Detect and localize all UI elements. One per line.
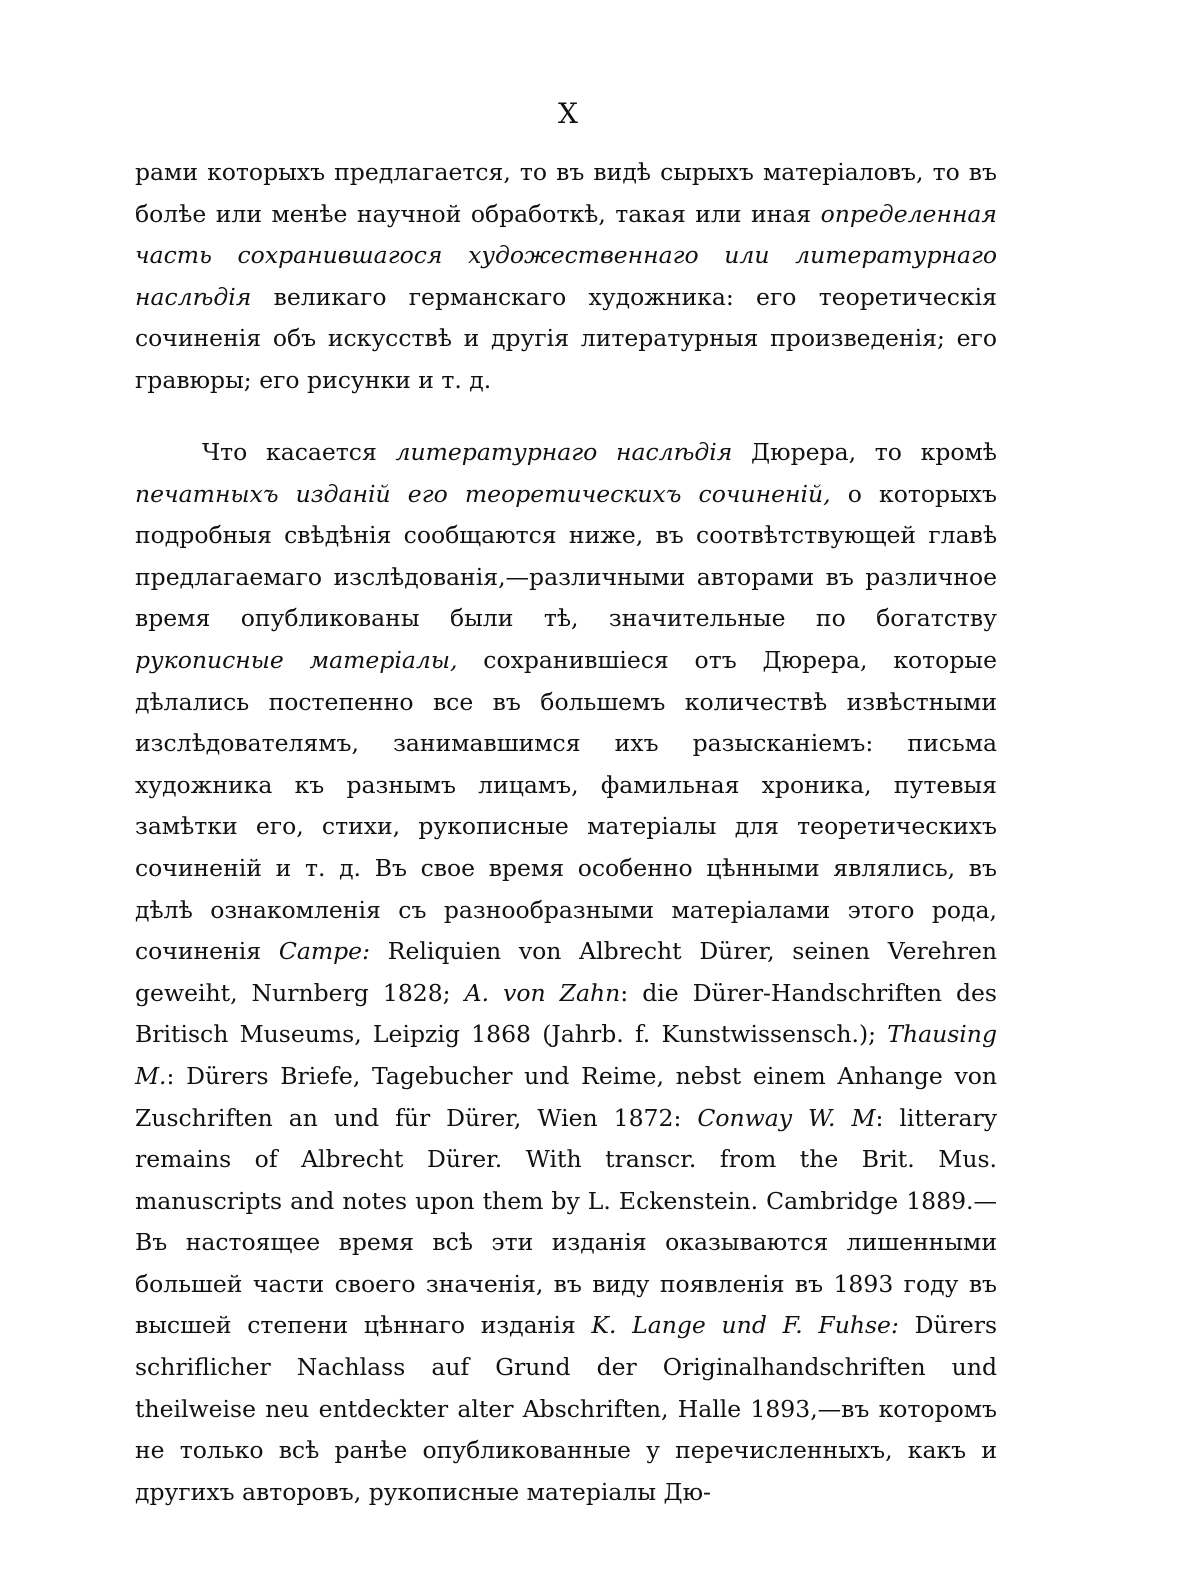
text-run: Reliquien von Albrecht Dürer, seinen Verehren geweiht, Nurnberg 1828; (135, 937, 997, 1007)
italic-run: A. von Zahn (464, 978, 621, 1007)
text-run: рами которыхъ предлагается, то въ видѣ сырыхъ матеріаловъ, то въ болѣе или менѣе научной обработкѣ, такая или иная (135, 158, 997, 228)
text-run: великаго германскаго художника: его теоретическія сочиненія объ искусствѣ и другія литературныя произведенія; его гравюры; его рисунки и т. д. (135, 282, 997, 394)
italic-run: рукописные матеріалы, (135, 645, 458, 674)
text-run: : litterary remains of Albrecht Dürer. With transcr. from the Brit. Mus. manuscripts and notes upon them by L. Eckenstein. Cambridge 1889.—Въ настоящее время всѣ эти изданія оказываются лишенными большей части своего значенія, въ виду появленія въ 1893 году въ высшей степени цѣннаго изданія (135, 1103, 997, 1340)
text-run: Что касается (202, 438, 396, 466)
paragraph-literary-heritage (135, 432, 997, 1513)
italic-run: Conway W. M (697, 1103, 876, 1132)
italic-run: Thausing M. (135, 1020, 997, 1090)
italic-run: литературнаго наслѣдія (395, 438, 733, 466)
text-run: о которыхъ подробныя свѣдѣнія сообщаются ниже, въ соотвѣтствующей главѣ предлагаемаго изслѣдованія,—различными авторами въ различное время опубликованы были тѣ, значительные по богатству (135, 479, 997, 633)
text-run: сохранившіеся отъ Дюрера, которые дѣлались постепенно все въ большемъ количествѣ извѣстными изслѣдователямъ, занимавшимся ихъ разысканіемъ: письма художника къ разнымъ лицамъ, фамильная хроника, путевыя замѣтки его, стихи, рукописные матеріалы для теоретическихъ сочиненій и т. д. Въ свое время особенно цѣнными являлись, въ дѣлѣ ознакомленія съ разнообразными матеріалами этого рода, сочиненія (135, 645, 997, 966)
italic-run: K. Lange und F. Fuhse: (591, 1311, 899, 1340)
paragraph-continuation (135, 152, 997, 402)
italic-run: печатныхъ изданій его теоретическихъ сочиненій, (135, 479, 831, 508)
text-run: : die Dürer-Handschriften des Britisch Museums, Leipzig 1868 (Jahrb. f. Kunstwissensch.); (135, 978, 997, 1049)
text-run: Dürers schriflicher Nachlass auf Grund der Originalhandschriften und theilweise neu entdeckter alter Abschriften, Halle 1893,—въ которомъ не только всѣ ранѣе опубликованные у перечисленныхъ, какъ и другихъ авторовъ, рукописные матеріалы Дю- (135, 1311, 998, 1506)
text-run: : Dürers Briefe, Tagebucher und Reime, nebst einem Anhange von Zuschriften an und für Dürer, Wien 1872: (135, 1061, 997, 1132)
text-run: Дюрера, то кромѣ (732, 438, 997, 466)
italic-run: определенная часть сохранившагося художественнаго или литературнаго наслѣдія (135, 199, 997, 311)
italic-run: Campe: (278, 937, 370, 966)
page-number: X (558, 97, 578, 130)
